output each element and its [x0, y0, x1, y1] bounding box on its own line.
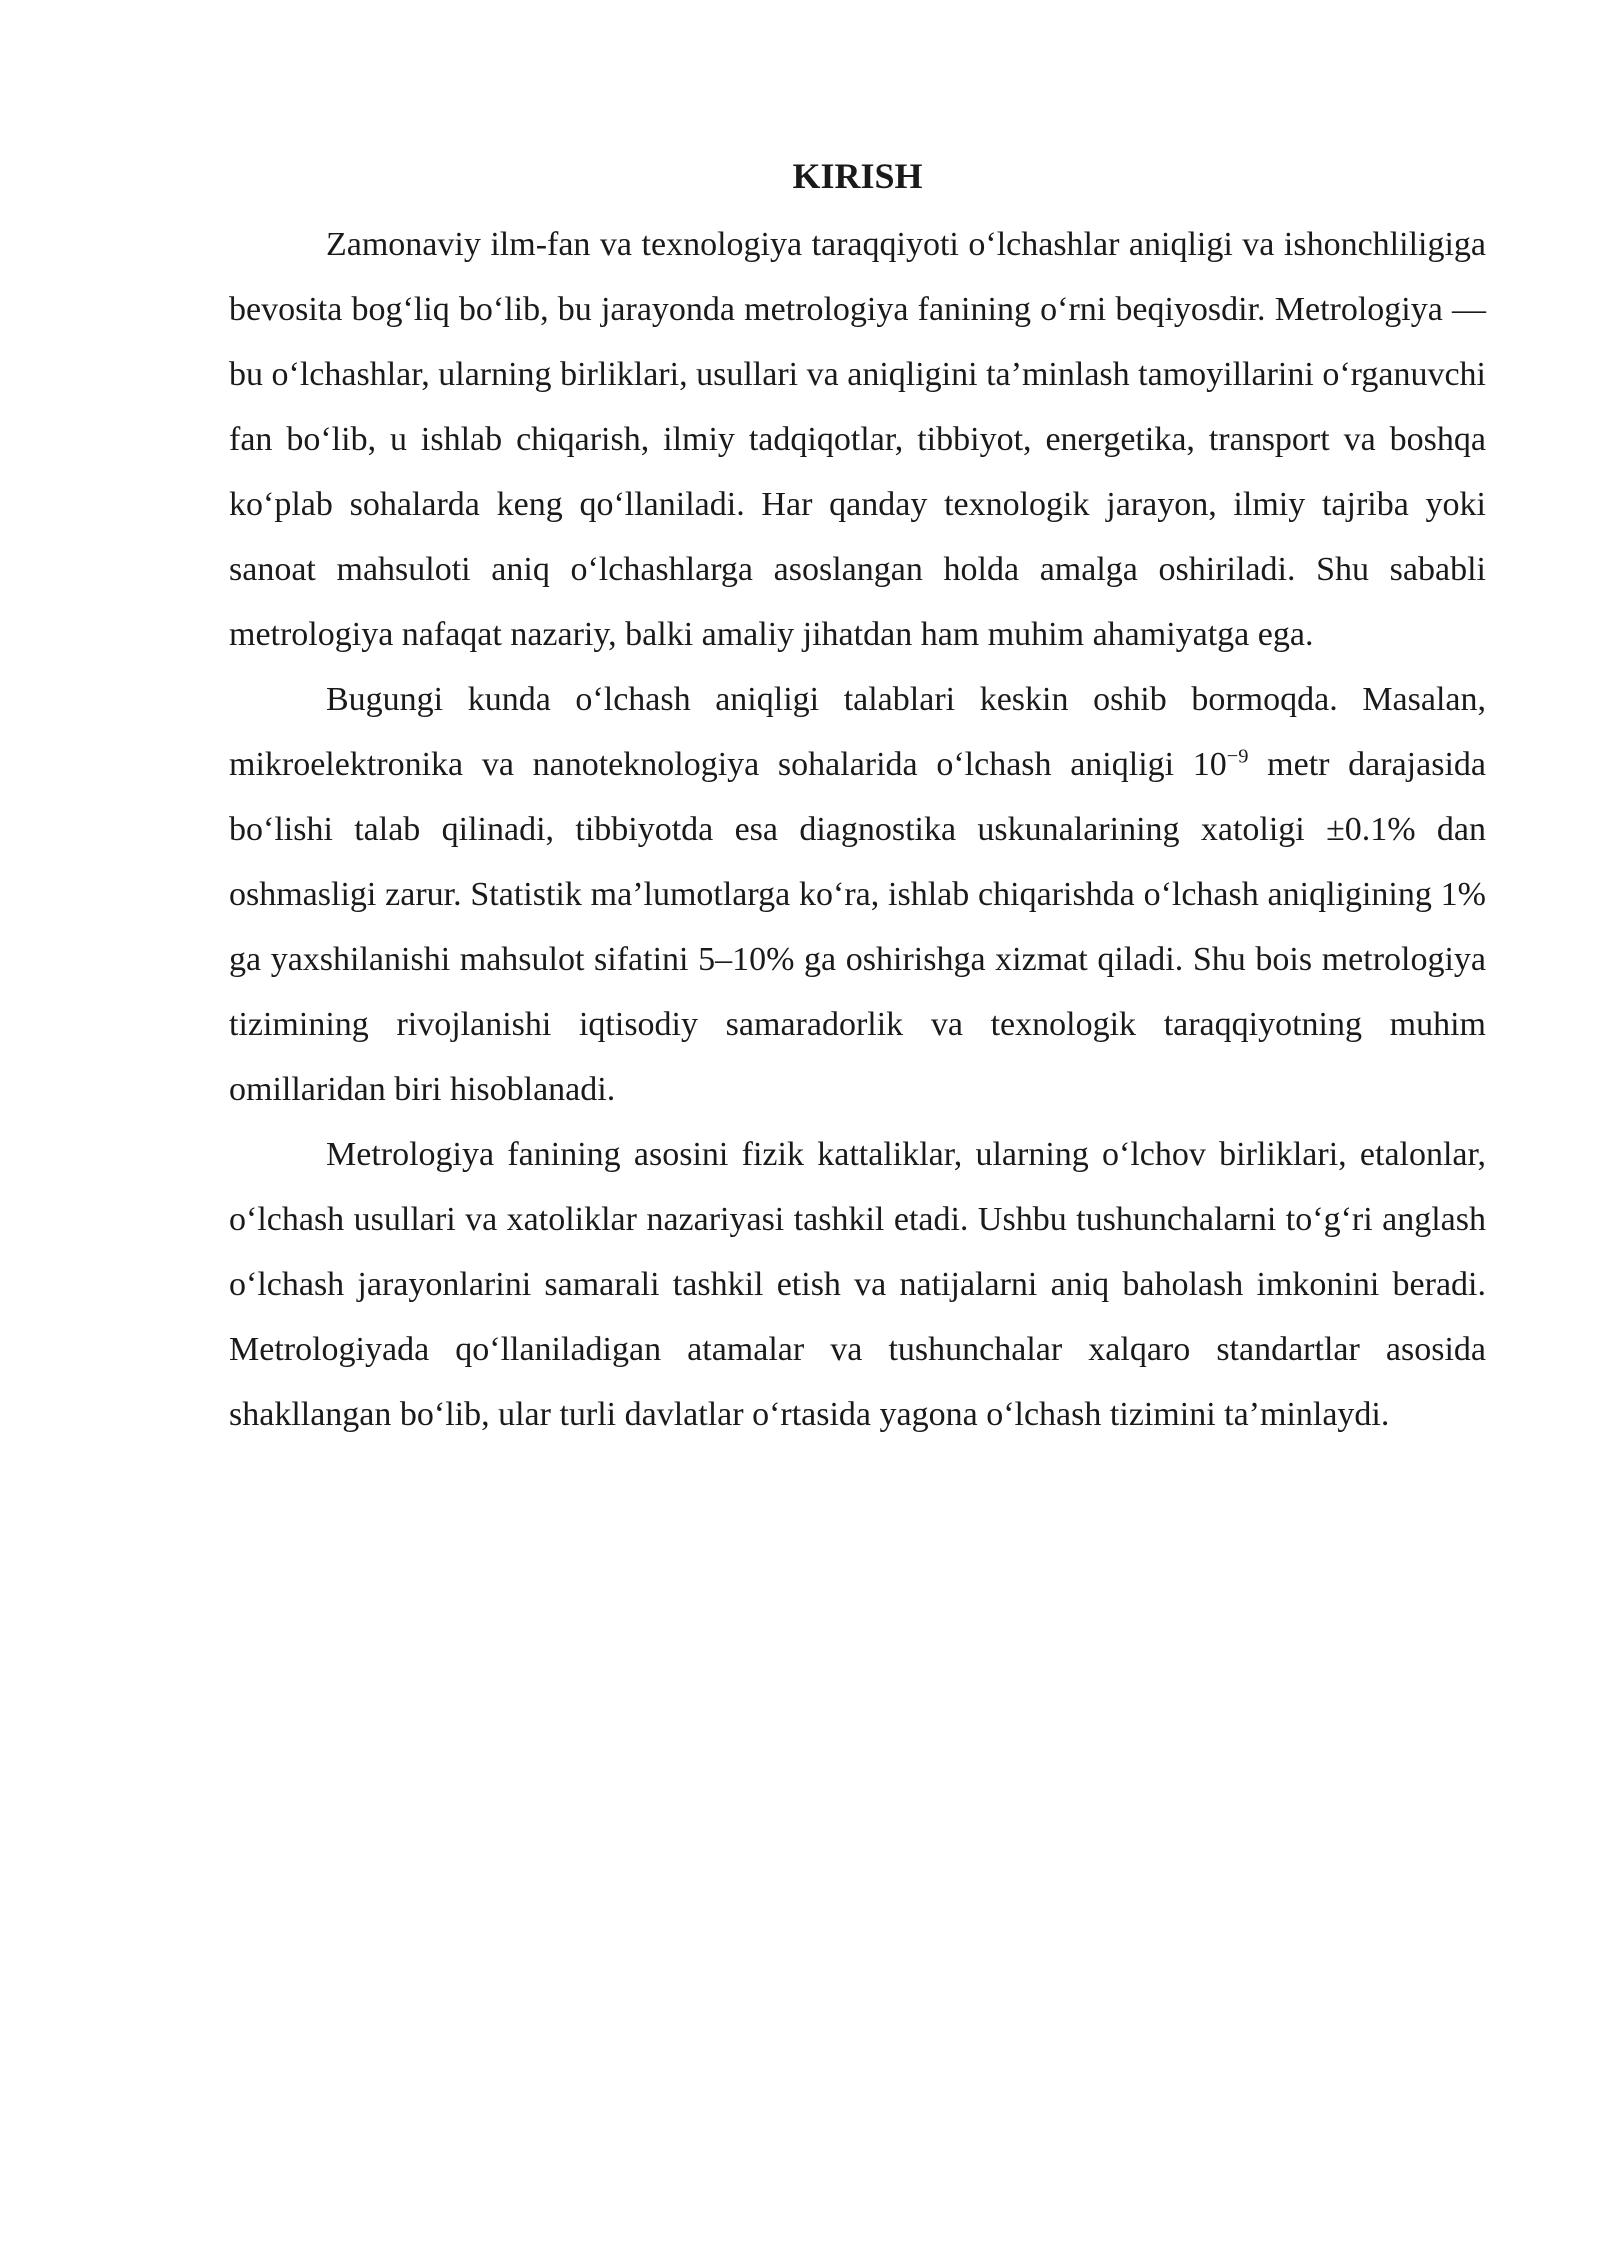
section-title: KIRISH [792, 156, 923, 196]
paragraph-3-text: Metrologiya fanining asosini fizik kattaliklar, ularning o‘lchov birliklari, etalonlar, o‘lchash usullari va xatoliklar nazariyasi tashkil etadi. Ushbu tushunchalarni to‘g‘ri anglash o‘lchash jarayonlarini samarali tashkil etish va natijalarni aniq baholash imkonini beradi. Metrologiyada qo‘llaniladigan atamalar va tushunchalar xalqaro standartlar asosida shakllangan bo‘lib, ular turli davlatlar o‘rtasida yagona o‘lchash tizimini ta’minlaydi. [229, 1136, 1486, 1433]
page-content [229, 148, 1486, 1447]
paragraph-1-text: Zamonaviy ilm-fan va texnologiya taraqqiyoti o‘lchashlar aniqligi va ishonchliligiga bevosita bog‘liq bo‘lib, bu jarayonda metrologiya fanining o‘rni beqiyosdir. Metrologiya — bu o‘lchashlar, ularning birliklari, usullari va aniqligini ta’minlash tamoyillarini o‘rganuvchi fan bo‘lib, u ishlab chiqarish, ilmiy tadqiqotlar, tibbiyot, energetika, transport va boshqa ko‘plab sohalarda keng qo‘llaniladi. Har qanday texnologik jarayon, ilmiy tajriba yoki sanoat mahsuloti aniq o‘lchashlarga asoslangan holda amalga oshiriladi. Shu sababli metrologiya nafaqat nazariy, balki amaliy jihatdan ham muhim ahamiyatga ega. [229, 226, 1486, 653]
paragraph-2-text-after: metr darajasida bo‘lishi talab qilinadi, tibbiyotda esa diagnostika uskunalarining xatoligi ±0.1% dan oshmasligi zarur. Statistik ma’lumotlarga ko‘ra, ishlab chiqarishda o‘lchash aniqligining 1% ga yaxshilanishi mahsulot sifatini 5–10% ga oshirishga xizmat qiladi. Shu bois metrologiya tizimining rivojlanishi iqtisodiy samaradorlik va texnologik taraqqiyotning muhim omillaridan biri hisoblanadi. [229, 746, 1486, 1108]
paragraph-3 [229, 1122, 1486, 1447]
paragraph-2-text-before: Bugungi kunda o‘lchash aniqligi talablari keskin oshib bormoqda. Masalan, mikroelektronika va nanoteknologiya sohalarida o‘lchash aniqligi 10 [229, 681, 1486, 783]
paragraph-2 [229, 667, 1486, 1122]
exponent-superscript: −9 [1226, 745, 1249, 768]
paragraph-1 [229, 212, 1486, 667]
